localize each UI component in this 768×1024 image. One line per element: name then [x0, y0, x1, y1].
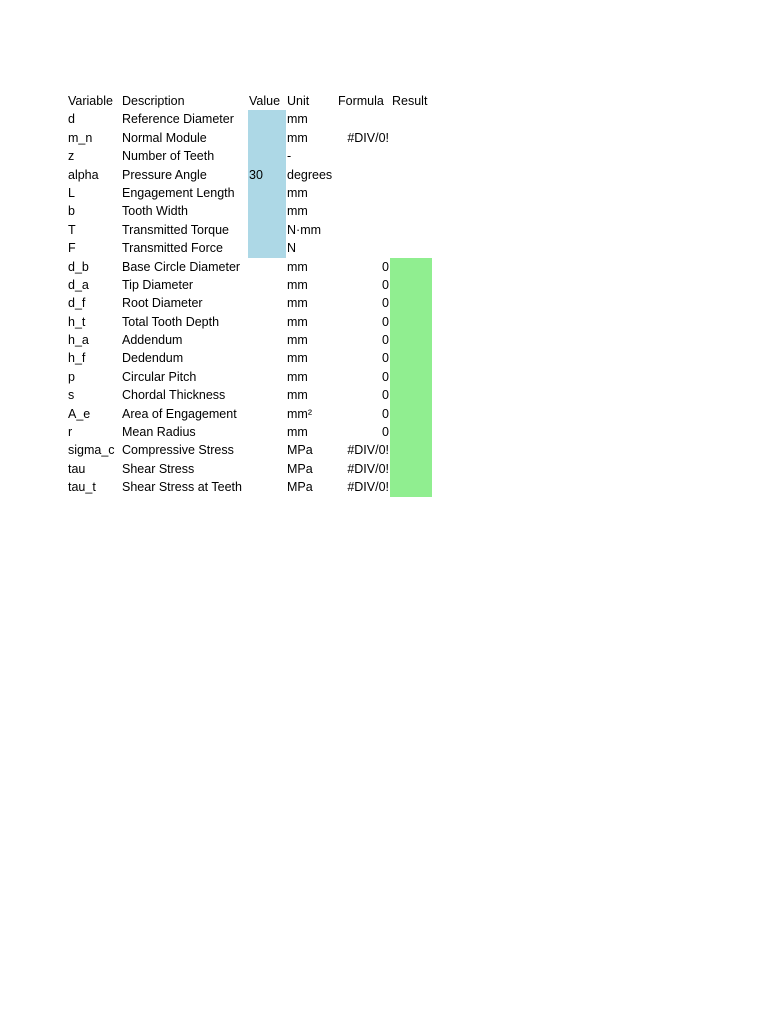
cell-value[interactable]: [248, 294, 286, 312]
cell-formula[interactable]: 0: [382, 277, 389, 292]
table-body: [66, 110, 438, 496]
cell-value[interactable]: [248, 423, 286, 441]
cell-result[interactable]: [390, 423, 432, 441]
cell-unit[interactable]: mm: [287, 259, 308, 274]
cell-unit[interactable]: degrees: [287, 167, 333, 182]
header-unit[interactable]: Unit: [287, 94, 310, 108]
cell-description[interactable]: Number of Teeth: [122, 149, 215, 164]
cell-unit[interactable]: MPa: [287, 443, 313, 458]
table-row: [66, 202, 438, 220]
cell-value[interactable]: [248, 368, 286, 386]
cell-variable[interactable]: d_b: [68, 259, 89, 274]
table-row: [66, 478, 438, 496]
cell-variable[interactable]: r: [68, 425, 73, 440]
cell-result[interactable]: [390, 276, 432, 294]
header-row: [66, 92, 438, 110]
table-row: [66, 294, 438, 312]
cell-variable[interactable]: tau: [68, 461, 86, 476]
cell-formula[interactable]: 0: [382, 351, 389, 366]
table-row: [66, 239, 438, 257]
cell-unit[interactable]: -: [287, 149, 292, 164]
cell-value[interactable]: [248, 239, 286, 257]
table-row: [66, 221, 438, 239]
table-row: [66, 313, 438, 331]
cell-variable[interactable]: m_n: [68, 130, 93, 145]
cell-variable[interactable]: p: [68, 369, 75, 384]
cell-description[interactable]: Root Diameter: [122, 296, 203, 311]
cell-variable[interactable]: T: [68, 222, 76, 237]
cell-variable[interactable]: d_a: [68, 277, 89, 292]
cell-formula[interactable]: [328, 184, 390, 202]
cell-description[interactable]: Addendum: [122, 333, 183, 348]
cell-formula[interactable]: [328, 166, 390, 184]
table-row: [66, 460, 438, 478]
cell-unit[interactable]: mm: [287, 425, 308, 440]
cell-value[interactable]: [248, 478, 286, 496]
cell-formula[interactable]: #DIV/0!: [347, 480, 389, 495]
cell-result[interactable]: [390, 331, 432, 349]
cell-variable[interactable]: sigma_c: [68, 443, 115, 458]
cell-unit[interactable]: mm: [287, 277, 308, 292]
cell-description[interactable]: Transmitted Force: [122, 241, 223, 256]
cell-description[interactable]: Normal Module: [122, 130, 207, 145]
cell-variable[interactable]: h_a: [68, 333, 89, 348]
cell-description[interactable]: Reference Diameter: [122, 112, 234, 127]
cell-description[interactable]: Pressure Angle: [122, 167, 207, 182]
cell-result[interactable]: [390, 368, 432, 386]
table-row: [66, 276, 438, 294]
cell-description[interactable]: Tooth Width: [122, 204, 189, 219]
cell-result[interactable]: [390, 478, 432, 496]
cell-variable[interactable]: L: [68, 185, 75, 200]
cell-variable[interactable]: s: [68, 388, 75, 403]
cell-result[interactable]: [390, 110, 432, 128]
cell-variable[interactable]: h_f: [68, 351, 86, 366]
cell-description[interactable]: Compressive Stress: [122, 443, 234, 458]
cell-result[interactable]: [390, 313, 432, 331]
cell-result[interactable]: [390, 460, 432, 478]
cell-variable[interactable]: h_t: [68, 314, 86, 329]
cell-unit[interactable]: mm: [287, 185, 308, 200]
table-row: [66, 405, 438, 423]
cell-variable[interactable]: d_f: [68, 296, 86, 311]
table-row: [66, 423, 438, 441]
cell-description[interactable]: Engagement Length: [122, 185, 235, 200]
cell-variable[interactable]: z: [68, 149, 75, 164]
cell-unit[interactable]: mm: [287, 369, 308, 384]
cell-result[interactable]: [390, 147, 432, 165]
cell-value[interactable]: [248, 147, 286, 165]
cell-unit[interactable]: mm: [287, 296, 308, 311]
cell-unit[interactable]: mm: [287, 112, 308, 127]
cell-description[interactable]: Dedendum: [122, 351, 184, 366]
table-row: [66, 147, 438, 165]
cell-description[interactable]: Circular Pitch: [122, 369, 197, 384]
cell-value[interactable]: 30: [248, 166, 286, 184]
cell-result[interactable]: [390, 349, 432, 367]
cell-formula[interactable]: [328, 110, 390, 128]
cell-formula[interactable]: 0: [382, 388, 389, 403]
cell-unit[interactable]: N·mm: [287, 222, 322, 237]
cell-formula[interactable]: [328, 147, 390, 165]
cell-unit[interactable]: mm: [287, 204, 308, 219]
cell-description[interactable]: Tip Diameter: [122, 277, 194, 292]
table-row: [66, 110, 438, 128]
table-row: [66, 331, 438, 349]
cell-unit[interactable]: MPa: [287, 461, 313, 476]
header-variable[interactable]: Variable: [68, 94, 113, 108]
cell-value[interactable]: [248, 386, 286, 404]
cell-result[interactable]: [390, 239, 432, 257]
table-row: [66, 441, 438, 459]
cell-result[interactable]: [390, 386, 432, 404]
cell-formula[interactable]: 0: [382, 369, 389, 384]
table-row: [66, 129, 438, 147]
cell-formula[interactable]: [328, 239, 390, 257]
header-formula[interactable]: Formula: [338, 94, 384, 108]
spreadsheet-table: [66, 92, 438, 497]
cell-result[interactable]: [390, 202, 432, 220]
cell-value[interactable]: [248, 331, 286, 349]
cell-variable[interactable]: d: [68, 112, 75, 127]
cell-unit[interactable]: mm: [287, 130, 308, 145]
table-row: [66, 184, 438, 202]
cell-variable[interactable]: F: [68, 241, 76, 256]
cell-formula[interactable]: 0: [382, 296, 389, 311]
cell-variable[interactable]: A_e: [68, 406, 91, 421]
cell-value[interactable]: [248, 110, 286, 128]
cell-unit[interactable]: mm: [287, 314, 308, 329]
table-row: [66, 368, 438, 386]
cell-formula[interactable]: 0: [382, 425, 389, 440]
cell-result[interactable]: [390, 221, 432, 239]
cell-unit[interactable]: N: [287, 241, 297, 256]
cell-result[interactable]: [390, 294, 432, 312]
cell-description[interactable]: Total Tooth Depth: [122, 314, 220, 329]
cell-result[interactable]: [390, 129, 432, 147]
cell-formula[interactable]: #DIV/0!: [347, 130, 389, 145]
cell-description[interactable]: Mean Radius: [122, 425, 196, 440]
cell-unit[interactable]: mm²: [287, 406, 312, 421]
cell-unit[interactable]: mm: [287, 388, 308, 403]
header-description[interactable]: Description: [122, 94, 185, 108]
cell-value[interactable]: [248, 276, 286, 294]
cell-unit[interactable]: mm: [287, 333, 308, 348]
cell-formula[interactable]: 0: [382, 333, 389, 348]
cell-value[interactable]: [248, 184, 286, 202]
cell-value[interactable]: [248, 258, 286, 276]
cell-value[interactable]: [248, 405, 286, 423]
cell-result[interactable]: [390, 441, 432, 459]
cell-formula[interactable]: [328, 221, 390, 239]
cell-formula[interactable]: 0: [382, 314, 389, 329]
cell-formula[interactable]: [328, 202, 390, 220]
cell-result[interactable]: [390, 405, 432, 423]
cell-description[interactable]: Shear Stress at Teeth: [122, 480, 242, 495]
cell-description[interactable]: Chordal Thickness: [122, 388, 226, 403]
cell-value[interactable]: [248, 441, 286, 459]
header-value[interactable]: Value: [249, 94, 281, 108]
cell-description[interactable]: Base Circle Diameter: [122, 259, 241, 274]
cell-value[interactable]: [248, 313, 286, 331]
cell-value[interactable]: [248, 349, 286, 367]
table-row: [66, 386, 438, 404]
cell-result[interactable]: [390, 166, 432, 184]
cell-description[interactable]: Area of Engagement: [122, 406, 237, 421]
cell-description[interactable]: Shear Stress: [122, 461, 195, 476]
cell-description[interactable]: Transmitted Torque: [122, 222, 229, 237]
cell-variable[interactable]: alpha: [68, 167, 99, 182]
cell-result[interactable]: [390, 258, 432, 276]
cell-formula[interactable]: #DIV/0!: [347, 443, 389, 458]
cell-value[interactable]: [248, 460, 286, 478]
cell-unit[interactable]: MPa: [287, 480, 313, 495]
cell-formula[interactable]: 0: [382, 259, 389, 274]
table-row: [66, 349, 438, 367]
cell-value[interactable]: [248, 221, 286, 239]
cell-value[interactable]: [248, 129, 286, 147]
cell-result[interactable]: [390, 184, 432, 202]
table-row: [66, 258, 438, 276]
cell-unit[interactable]: mm: [287, 351, 308, 366]
cell-value[interactable]: [248, 202, 286, 220]
table-row: [66, 166, 438, 184]
cell-formula[interactable]: 0: [382, 406, 389, 421]
cell-variable[interactable]: b: [68, 204, 75, 219]
cell-formula[interactable]: #DIV/0!: [347, 461, 389, 476]
header-result[interactable]: Result: [392, 94, 428, 108]
cell-variable[interactable]: tau_t: [68, 480, 96, 495]
